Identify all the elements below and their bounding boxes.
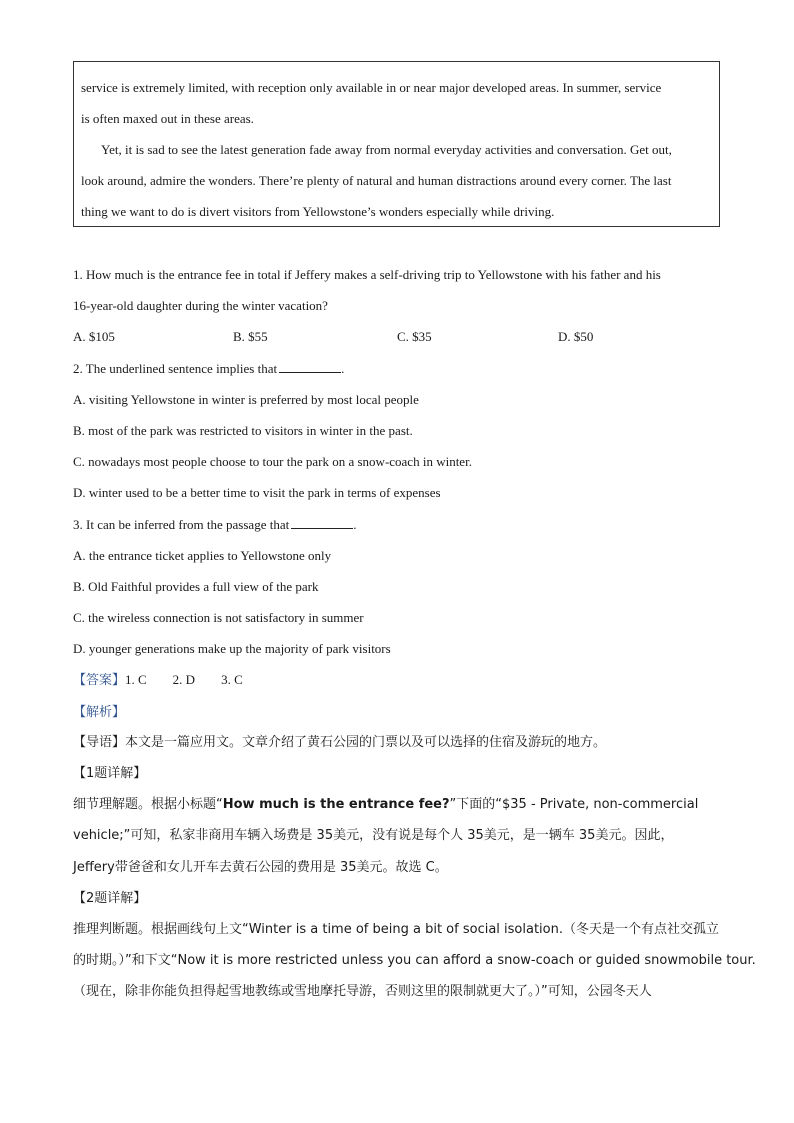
answer-blank xyxy=(291,514,353,529)
detail-2-line: 的时期。）”和下文“Now it is more restricted unless you can afford a snow-coach or guided snowmobile tour. xyxy=(73,953,756,969)
question-2-stem: 2. The underlined sentence implies that . xyxy=(73,353,723,384)
guide-line xyxy=(73,727,723,758)
subtitle-quote: How much is the entrance fee? xyxy=(222,797,450,813)
detail-1-line: Jeffery带爸爸和女儿开车去黄石公园的费用是 35美元。故选 C。 xyxy=(73,859,448,875)
option-a: A. the entrance ticket applies to Yellowstone only xyxy=(73,547,332,563)
analysis-label: 【解析】 xyxy=(73,704,126,720)
detail-2-line: （现在，除非你能负担得起雪地教练或雪地摩托导游，否则这里的限制就更大了。）”可知，公园冬天人 xyxy=(73,984,652,1000)
question-1-stem-cont: 16-year-old daughter during the winter vacation? xyxy=(73,298,328,314)
answer-label: 【答案】 xyxy=(73,673,126,689)
guide-label: 【导语】 xyxy=(73,734,126,750)
question-3-text: 3. It can be inferred from the passage that xyxy=(73,516,290,532)
option-b: B. Old Faithful provides a full view of the park xyxy=(73,578,319,594)
option-b: B. most of the park was restricted to visitors in winter in the past. xyxy=(73,422,413,438)
option-c: C. the wireless connection is not satisfactory in summer xyxy=(73,610,364,626)
passage-paragraph-1 xyxy=(81,72,712,134)
detail-1-heading: 【1题详解】 xyxy=(73,766,147,781)
detail-text: 细节理解题。根据小标题“ xyxy=(73,797,223,813)
question-1-stem: 1. How much is the entrance fee in total if Jeffery makes a self-driving trip to Yellowstone with his father and his xyxy=(73,267,661,282)
detail-2-line: 推理判断题。根据画线句上文“Winter is a time of being a bit of social isolation.（冬天是一个有点社交孤立 xyxy=(73,921,719,937)
answer-text: 1. C 2. D 3. C xyxy=(125,672,243,688)
passage-text: Yet, it is sad to see the latest generation fade away from normal everyday activities and conversation. Get out, xyxy=(101,142,672,157)
option-d: D. winter used to be a better time to visit the park in terms of expenses xyxy=(73,485,441,501)
option-b: B. $55 xyxy=(233,329,268,345)
detail-1-line: vehicle;”可知，私家非商用车辆入场费是 35美元，没有说是每个人 35美元，是一辆车 35美元。因此， xyxy=(73,828,674,844)
question-2-text: 2. The underlined sentence implies that xyxy=(73,360,278,376)
option-d: D. younger generations make up the majority of park visitors xyxy=(73,641,391,657)
question-1-options xyxy=(73,321,723,352)
passage-text: is often maxed out in these areas. xyxy=(81,111,254,126)
detail-2-heading: 【2题详解】 xyxy=(73,890,147,906)
option-a: A. visiting Yellowstone in winter is preferred by most local people xyxy=(73,391,419,407)
passage-paragraph-2 xyxy=(81,134,712,227)
answer-line xyxy=(73,664,723,695)
guide-text: 本文是一篇应用文。文章介绍了黄石公园的门票以及可以选择的住宿及游玩的地方。 xyxy=(125,734,607,750)
option-a: A. $105 xyxy=(73,329,115,345)
passage-text: thing we want to do is divert visitors from Yellowstone’s wonders especially while driving. xyxy=(81,204,555,219)
passage-box xyxy=(73,61,720,227)
detail-text: ”下面的“$35 - Private, non-commercial xyxy=(449,797,699,813)
answer-blank xyxy=(279,358,341,373)
question-3-stem: 3. It can be inferred from the passage that . xyxy=(73,509,723,540)
questions-and-analysis xyxy=(73,259,756,1008)
option-c: C. nowadays most people choose to tour the park on a snow-coach in winter. xyxy=(73,454,472,470)
option-c: C. $35 xyxy=(397,329,432,345)
option-d: D. $50 xyxy=(558,329,594,345)
detail-1-line xyxy=(73,789,723,820)
passage-text: look around, admire the wonders. There’re plenty of natural and human distractions around every corner. The last xyxy=(81,173,672,188)
analysis-heading xyxy=(73,696,723,727)
passage-text: service is extremely limited, with reception only available in or near major developed areas. In summer, service xyxy=(81,80,662,95)
